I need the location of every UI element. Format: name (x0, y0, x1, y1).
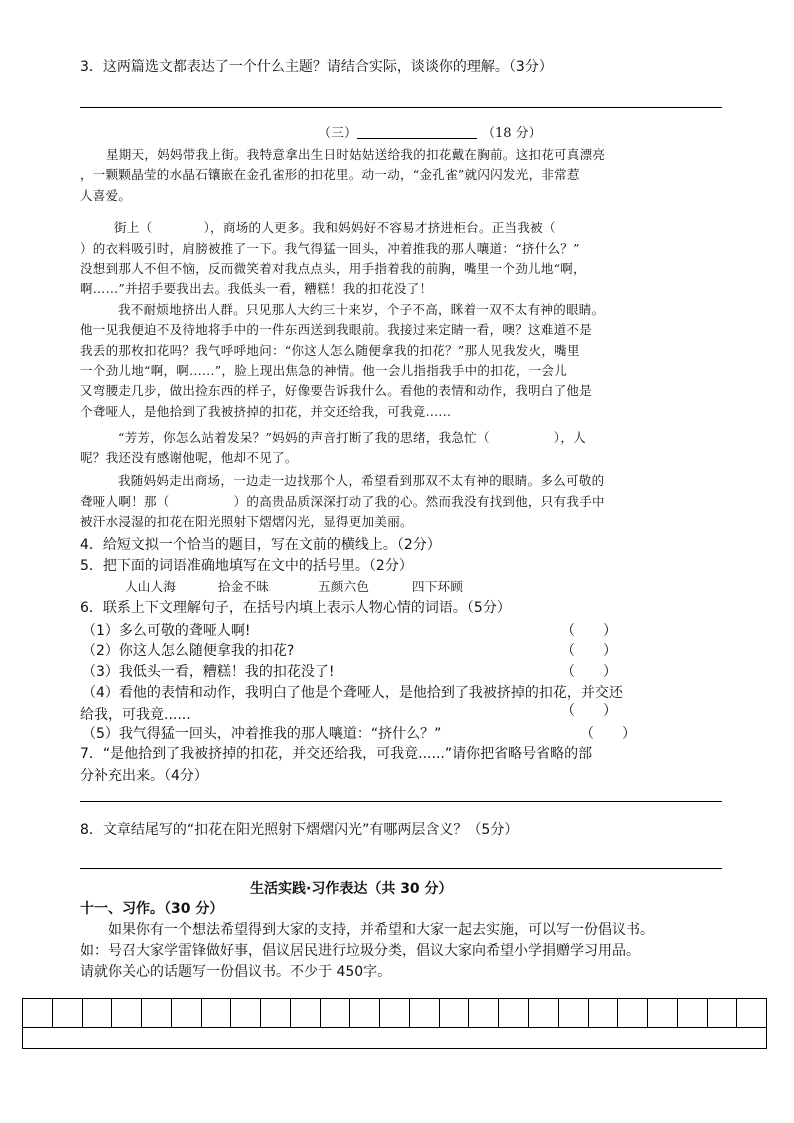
q6-item-1: （1）多么可敬的聋哑人啊! (82, 623, 251, 639)
writing-prompt: 如果你有一个想法希望得到大家的支持，并希望和大家一起去实施，可以写一份倡议书。 (108, 922, 654, 938)
grid-cell[interactable] (529, 999, 559, 1027)
grid-cell[interactable] (23, 999, 53, 1027)
story-text: 啊……”并招手要我出去。我低头一看，糟糕！我的扣花没了！ (80, 281, 433, 296)
question-5: 5．把下面的词语准确地填写在文中的括号里。（2分） (80, 558, 413, 574)
writing-prompt: 如：号召大家学雷锋做好事，倡议居民进行垃圾分类，倡议大家向希望小学捐赠学习用品。 (80, 943, 640, 959)
story-text: 呢？我还没有感谢他呢，他却不见了。 (80, 450, 298, 465)
story-text: 一个劲儿地“啊，啊......”，脸上现出焦急的神情。他一会儿指指我手中的扣花，一会儿 (80, 363, 568, 378)
grid-cell[interactable] (172, 999, 202, 1027)
grid-cell[interactable] (737, 999, 766, 1027)
grid-cell[interactable] (261, 999, 291, 1027)
grid-cell[interactable] (202, 999, 232, 1027)
grid-cell[interactable] (678, 999, 708, 1027)
grid-cell[interactable] (142, 999, 172, 1027)
story-text: 他一见我便迫不及待地将手中的一件东西送到我眼前。我接过来定睛一看，噢？这难道不是 (80, 322, 593, 337)
answer-parentheses: （ ） (561, 664, 617, 680)
q6-item-5: （5）我气得猛一回头，冲着推我的那人嚷道：“挤什么？” (82, 726, 442, 742)
answer-line-q8 (80, 868, 722, 869)
question-3: 3．这两篇选文都表达了一个什么主题？请结合实际，谈谈你的理解。（3分） (80, 59, 553, 75)
q6-item-2: （2）你这人怎么随便拿我的扣花? (82, 643, 295, 659)
story-text: 人喜爱。 (80, 188, 132, 203)
question-8: 8．文章结尾写的“扣花在阳光照射下熠熠闪光”有哪两层含义？（5分） (80, 822, 519, 838)
writing-prompt: 请就你关心的话题写一份倡议书。不少于 450字。 (80, 964, 392, 980)
word-option: 人山人海 (125, 579, 177, 594)
story-text: 被汗水浸湿的扣花在阳光照射下熠熠闪光，显得更加美丽。 (80, 514, 413, 529)
question-7: 7．“是他拾到了我被挤掉的扣花，并交还给我，可我竟......”请你把省略号省略的部 (80, 746, 593, 762)
word-option: 拾金不昧 (218, 579, 270, 594)
section-heading: 生活实践·习作表达（共 30 分） (250, 881, 453, 897)
story-text: 我随妈妈走出商场，一边走一边找那个人，希望看到那双不太有神的眼睛。多么可敬的 (118, 473, 605, 488)
answer-line-q7 (80, 801, 722, 802)
grid-cell[interactable] (291, 999, 321, 1027)
story-text: 我丢的那枚扣花吗？我气呼呼地问：“你这人怎么随便拿我的扣花？”那人见我发火，嘴里 (80, 343, 580, 358)
q6-item-3: （3）我低头一看，糟糕！我的扣花没了! (82, 664, 335, 680)
question-7-cont: 分补充出来。（4分） (80, 768, 208, 784)
grid-cell[interactable] (469, 999, 499, 1027)
writing-grid-row-2[interactable] (22, 1028, 767, 1049)
word-option: 四下环顾 (412, 579, 464, 594)
question-11: 十一、习作。（30 分） (80, 901, 224, 917)
answer-parentheses: （ ） (561, 703, 617, 719)
grid-cell[interactable] (83, 999, 113, 1027)
question-4: 4．给短文拟一个恰当的题目，写在文前的横线上。（2分） (80, 537, 441, 553)
q6-item-4: （4）看他的表情和动作，我明白了他是个聋哑人，是他拾到了我被挤掉的扣花，并交还 (82, 685, 623, 701)
answer-parentheses: （ ） (561, 623, 617, 639)
question-6: 6．联系上下文理解句子，在括号内填上表示人物心情的词语。（5分） (80, 600, 511, 616)
writing-grid[interactable] (22, 998, 767, 1028)
story-text: 星期天，妈妈带我上街。我特意拿出生日时姑姑送给我的扣花戴在胸前。这扣花可真漂亮 (106, 147, 606, 162)
q6-item-4-cont: 给我，可我竟...... (80, 707, 191, 723)
grid-cell[interactable] (321, 999, 351, 1027)
story-text: 我不耐烦地挤出人群。只见那人大约三十来岁，个子不高，眯着一双不太有神的眼睛。 (118, 302, 605, 317)
word-option: 五颜六色 (318, 579, 370, 594)
story-text: 街上（ ），商场的人更多。我和妈妈好不容易才挤进柜台。正当我被（ (114, 220, 556, 235)
answer-parentheses: （ ） (561, 643, 617, 659)
story-text: ）的衣料吸引时，肩膀被推了一下。我气得猛一回头，冲着推我的那人嚷道：“挤什么？” (80, 241, 580, 256)
section-number: （三） (318, 126, 358, 141)
story-text: 没想到那人不但不恼，反而微笑着对我点点头，用手指着我的前胸，嘴里一个劲儿地“啊， (80, 261, 586, 276)
answer-line-q3 (80, 107, 722, 108)
grid-cell[interactable] (350, 999, 380, 1027)
grid-cell[interactable] (559, 999, 589, 1027)
title-blank-line (357, 123, 477, 139)
grid-cell[interactable] (112, 999, 142, 1027)
story-text: 聋哑人啊！那（ ）的高贵品质深深打动了我的心。然而我没有找到他，只有我手中 (80, 494, 605, 509)
grid-cell[interactable] (499, 999, 529, 1027)
section-score: （18 分） (482, 126, 542, 141)
grid-cell[interactable] (380, 999, 410, 1027)
story-text: “芳芳，你怎么站着发呆？”妈妈的声音打断了我的思绪，我急忙（ ），人 (118, 430, 586, 445)
grid-cell[interactable] (410, 999, 440, 1027)
grid-cell[interactable] (440, 999, 470, 1027)
story-text: 个聋哑人，是他拾到了我被挤掉的扣花，并交还给我，可我竟...... (80, 404, 452, 419)
answer-parentheses: （ ） (580, 726, 636, 742)
story-text: 又弯腰走几步，做出捡东西的样子，好像要告诉我什么。看他的表情和动作，我明白了他是 (80, 383, 593, 398)
grid-cell[interactable] (53, 999, 83, 1027)
grid-cell[interactable] (589, 999, 619, 1027)
grid-cell[interactable] (231, 999, 261, 1027)
grid-cell[interactable] (618, 999, 648, 1027)
story-text: ，一颗颗晶莹的水晶石镶嵌在金孔雀形的扣花里。动一动，“金孔雀”就闪闪发光，非常惹 (80, 167, 580, 182)
grid-cell[interactable] (648, 999, 678, 1027)
grid-cell[interactable] (708, 999, 738, 1027)
